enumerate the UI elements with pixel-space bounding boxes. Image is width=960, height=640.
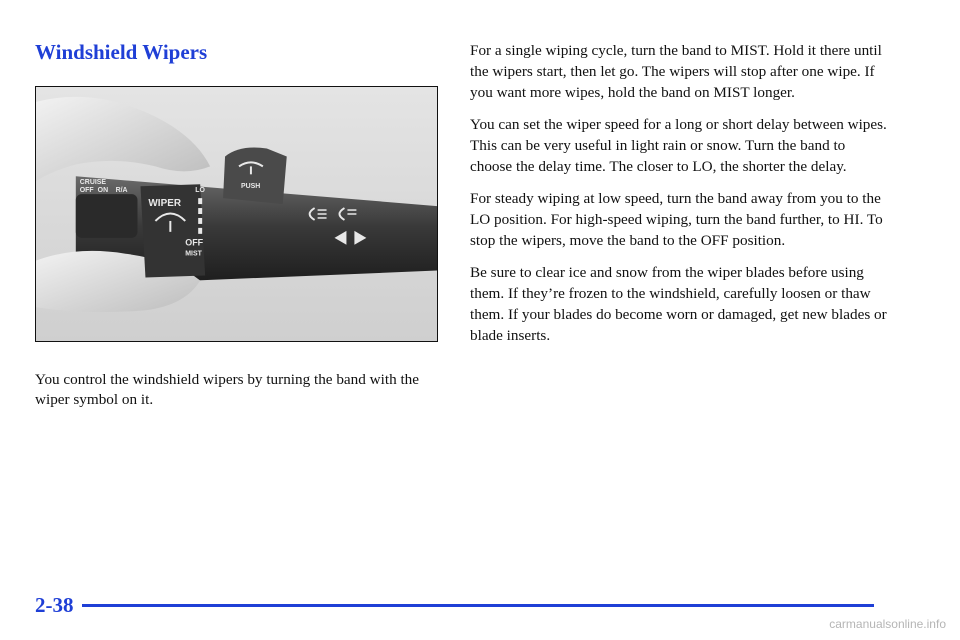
label-on: ON [97, 187, 109, 195]
figure-caption: You control the windshield wipers by turning the band with the wiper symbol on it. [35, 371, 420, 408]
label-off-2: OFF [185, 237, 204, 248]
label-ra: R/A [115, 187, 128, 195]
washer-push-tab [223, 148, 287, 205]
paragraph-ice-snow: Be sure to clear ice and snow from the wiper blades before using them. If they’re frozen to the windshield, carefully loosen or thaw them. If your blades do become worn or damaged, get new blades or blade inserts. [470, 264, 887, 344]
wiper-stalk-illustration [36, 87, 437, 341]
label-lo: LO [195, 187, 205, 195]
paragraph-mist: For a single wiping cycle, turn the band to MIST. Hold it there until the wipers start, then let go. The wipers will stop after one wipe. If you want more wipes, hold the band on MIST longer. [470, 42, 882, 101]
watermark: carmanualsonline.info [829, 617, 946, 631]
section-title: Windshield Wipers [35, 40, 208, 64]
label-push: PUSH [240, 183, 261, 191]
label-mist: MIST [185, 250, 202, 258]
right-column [470, 40, 890, 357]
label-cruise: CRUISE [79, 179, 107, 187]
paragraph-delay: You can set the wiper speed for a long or short delay between wipes. This can be very useful in light rain or snow. Turn the band to choose the delay time. The closer to LO, the shorter the delay. [470, 116, 887, 175]
footer-rule [82, 604, 874, 607]
label-wiper: WIPER [148, 198, 182, 210]
page-number: 2-38 [35, 593, 74, 617]
wiper-stalk-figure [35, 86, 438, 342]
paragraph-steady: For steady wiping at low speed, turn the band away from you to the LO position. For high-speed wiping, turn the band further, to HI. To stop the wipers, move the band to the OFF position. [470, 190, 883, 249]
cruise-control-knob [76, 194, 138, 238]
label-off: OFF [79, 187, 94, 195]
